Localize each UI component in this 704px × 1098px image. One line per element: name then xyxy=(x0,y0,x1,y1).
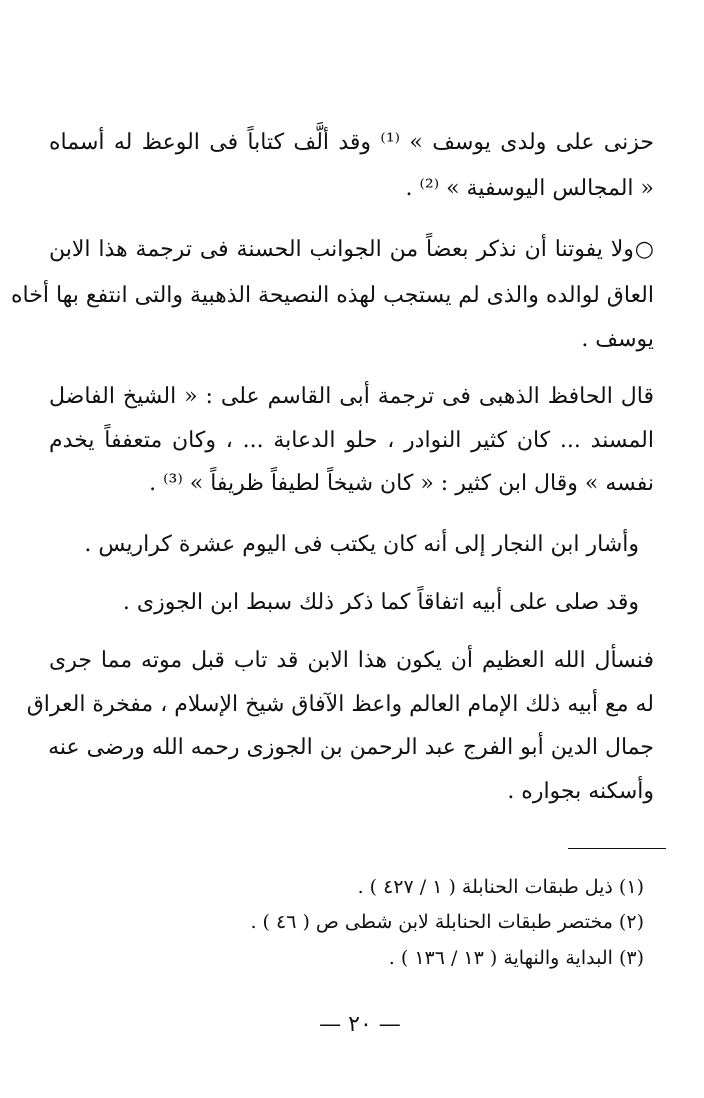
body-line: فنسأل الله العظيم أن يكون هذا الابن قد تاب قبل موته مما جرى xyxy=(49,648,654,673)
body-line: له مع أبيه ذلك الإمام العالم واعظ الآفاق شيخ الإسلام ، مفخرة العراق xyxy=(26,692,654,717)
footnote-separator xyxy=(568,848,666,849)
page-number: — ٢٠ — xyxy=(319,1012,401,1037)
footnote: (٢) مختصر طبقات الحنابلة لابن شطى ص ( ٤٦ ) . xyxy=(250,911,644,933)
body-line: وأسكنه بجواره . xyxy=(507,779,654,804)
body-line: يوسف . xyxy=(581,327,654,352)
body-line: « المجالس اليوسفية » ⁽²⁾ . xyxy=(405,176,654,201)
footnote: (٣) البداية والنهاية ( ١٣ / ١٣٦ ) . xyxy=(388,947,644,969)
body-line: ○ولا يفوتنا أن نذكر بعضاً من الجوانب الحسنة فى ترجمة هذا الابن xyxy=(49,237,654,262)
body-line: حزنى على ولدى يوسف » ⁽¹⁾ وقد ألَّف كتاباً فى الوعظ له أسماه xyxy=(49,130,654,155)
body-line: وقد صلى على أبيه اتفاقاً كما ذكر ذلك سبط ابن الجوزى . xyxy=(122,590,639,615)
body-line: جمال الدين أبو الفرج عبد الرحمن بن الجوزى رحمه الله ورضى عنه xyxy=(48,735,654,760)
body-line: وأشار ابن النجار إلى أنه كان يكتب فى اليوم عشرة كراريس . xyxy=(84,532,639,557)
body-line: قال الحافظ الذهبى فى ترجمة أبى القاسم على : « الشيخ الفاضل xyxy=(49,384,654,409)
body-line: نفسه » وقال ابن كثير : « كان شيخاً لطيفاً ظريفاً » ⁽³⁾ . xyxy=(149,471,654,496)
body-line: العاق لوالده والذى لم يستجب لهذه النصيحة الذهبية والتى انتفع بها أخاه xyxy=(11,283,654,308)
body-line: المسند ... كان كثير النوادر ، حلو الدعابة ... ، وكان متعففاً يخدم xyxy=(49,428,654,453)
footnote: (١) ذيل طبقات الحنابلة ( ١ / ٤٢٧ ) . xyxy=(357,876,644,898)
